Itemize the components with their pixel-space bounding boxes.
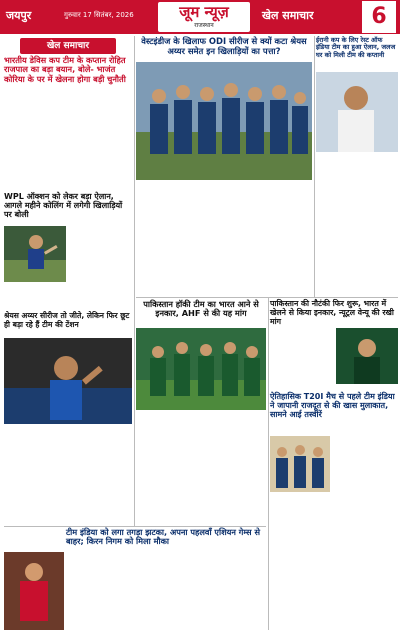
column-rule [268, 298, 269, 630]
article-body-odi-c [256, 184, 312, 294]
logo-text: जूम न्यूज़ [179, 3, 229, 21]
article-body-asian-c [204, 556, 266, 630]
article-body-davis-cup-a [4, 96, 66, 188]
newspaper-logo [158, 2, 250, 32]
article-body-t20-a [334, 436, 398, 626]
article-body-asian-a [68, 556, 132, 630]
photo-team-india [136, 62, 312, 180]
article-body-pakistan [270, 330, 332, 390]
photo-wrestlers [4, 552, 64, 630]
article-body-t20-b [270, 496, 330, 626]
article-body-odi-a [136, 184, 192, 294]
section-divider [4, 526, 266, 527]
masthead [0, 0, 400, 34]
page-number: 6 [362, 1, 396, 33]
column-rule [314, 36, 315, 298]
logo-subtitle: राजस्थान [194, 22, 214, 29]
headline-wpl: WPL ऑक्शन को लेकर बड़ा ऐलान, आगले महीने कोलिंग में लगेगी खिलाड़ियों पर बोली [4, 192, 123, 220]
photo-team-with-ambassador [270, 436, 330, 492]
article-body-asian-b [136, 556, 200, 630]
article-body-wpl [70, 226, 132, 306]
article-body-hockey-a [136, 414, 199, 524]
photo-pakistan-board [336, 328, 398, 384]
photo-hockey-team [136, 328, 266, 410]
headline-shreyas-odi: वेस्टइंडीज के खिलाफ ODI सीरीज से क्यों कटा श्रेयस अय्यर समेत इन खिलाड़ियों का पत्ता? [141, 36, 307, 56]
headline-davis-cup: भारतीय डेविस कप टीम के कप्तान रोहित राजपाल का बड़ा बयान, बोले- भाजंत कोरिया के पर में खेलना होगा बड़ी चुनौती [4, 55, 126, 84]
article-body-irani-b [358, 156, 398, 296]
headline-shreyas-series: श्रेयस अय्यर सीरीज तो जीते, लेकिन फिर छूट ही बड़ा रहे हैं टीम की टेंशन [4, 311, 130, 329]
headline-pakistan-neutral-venue: पाकिस्तान की नौटंकी फिर शुरू, भारत में खेलने से किया इनकार, न्यूट्रल वेन्यू की रखी मांग [270, 299, 394, 326]
article-body-davis-cup-b [70, 96, 132, 188]
article-body-shreyas-b [70, 428, 132, 526]
headline-t20-japan: ऐतिहासिक T20I मैच से पहले टीम इंडिया ने जापानी राजदूत से की खास मुलाकात, सामने आई तस्वीरें [270, 392, 395, 420]
article-body-irani-a [316, 156, 356, 296]
column-rule [134, 36, 135, 526]
headline-irani-cup: ईरानी कप के लिए रेस्ट ऑफ इंडिया टीम का हुआ ऐलान, जलज घर को मिली टीम की कप्तानी [316, 36, 396, 59]
section-tag: खेल समाचार [20, 38, 116, 54]
issue-date: गुरुवार 17 सितंबर, 2026 [64, 11, 134, 19]
section-title: खेल समाचार [262, 9, 314, 22]
article-body-hockey-b [203, 414, 266, 524]
city-name: जयपुर [6, 9, 32, 22]
section-divider [136, 297, 398, 298]
photo-player-celebration [4, 338, 132, 424]
photo-irani-cup-player [316, 72, 398, 152]
article-body-shreyas-a [4, 428, 66, 526]
article-body-odi-b [196, 184, 252, 294]
headline-asian-games: टीम इंडिया को लगा तगड़ा झटका, अपना पहलवाँ एशियन गेम्स से बाहर; किरन निगम को मिला मौका [66, 527, 260, 547]
headline-hockey: पाकिस्तान हॉकी टीम का भारत आने से इनकार, AHF से की यह मांग [143, 299, 259, 319]
photo-player-batting [4, 226, 66, 282]
